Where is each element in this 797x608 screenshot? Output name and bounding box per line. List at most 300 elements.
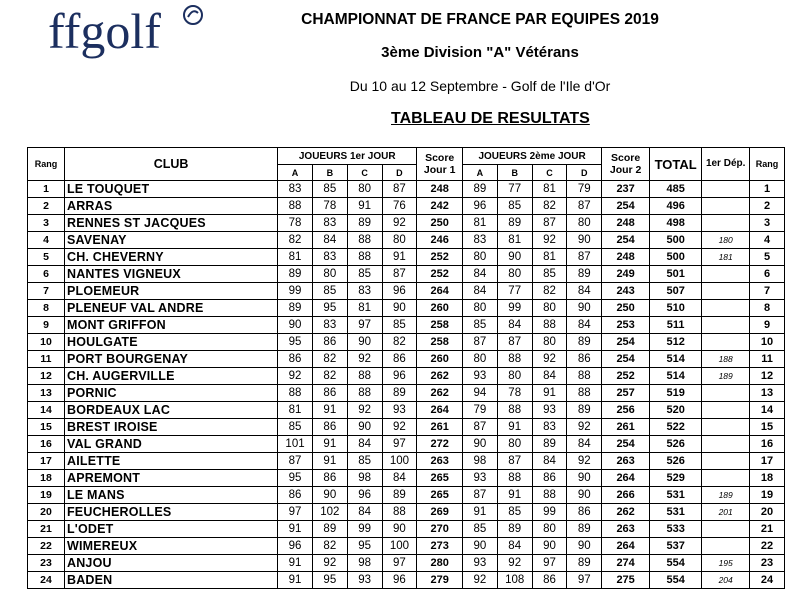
- depart-header: 1er Dép.: [702, 148, 750, 181]
- rang-cell: 11: [28, 351, 65, 368]
- score-day1-cell: 252: [417, 249, 463, 266]
- score-day1-cell: 252: [417, 266, 463, 283]
- day1-player-score: 83: [347, 283, 382, 300]
- rang-cell: 17: [28, 453, 65, 470]
- total-cell: 514: [650, 368, 702, 385]
- score-day2-cell: 254: [602, 198, 650, 215]
- day1-player-score: 86: [382, 351, 417, 368]
- day1-player-score: 83: [278, 181, 313, 198]
- score-day2-cell: 257: [602, 385, 650, 402]
- day2-player-score: 94: [463, 385, 498, 402]
- club-cell: LE TOUQUET: [64, 181, 277, 198]
- player-b-header: B: [312, 165, 347, 181]
- day2-player-score: 92: [532, 232, 567, 249]
- depart-cell: [702, 419, 750, 436]
- score-day2-cell: 254: [602, 334, 650, 351]
- day1-player-score: 85: [347, 266, 382, 283]
- day1-player-score: 96: [382, 368, 417, 385]
- day1-player-score: 88: [347, 249, 382, 266]
- day1-player-score: 88: [278, 198, 313, 215]
- score-day2-cell: 237: [602, 181, 650, 198]
- day1-player-score: 91: [312, 402, 347, 419]
- logo-text: ffgolf: [48, 3, 161, 59]
- day2-player-score: 90: [463, 436, 498, 453]
- day1-player-score: 99: [278, 283, 313, 300]
- day2-player-score: 89: [532, 436, 567, 453]
- day2-player-score: 90: [532, 538, 567, 555]
- day2-player-score: 81: [532, 181, 567, 198]
- day2-player-score: 93: [463, 470, 498, 487]
- day1-player-score: 82: [382, 334, 417, 351]
- total-cell: 529: [650, 470, 702, 487]
- day1-player-score: 90: [347, 419, 382, 436]
- day2-player-score: 88: [532, 317, 567, 334]
- day1-player-score: 100: [382, 453, 417, 470]
- total-cell: 500: [650, 232, 702, 249]
- rang-final-cell: 13: [750, 385, 785, 402]
- day2-player-score: 84: [532, 453, 567, 470]
- day2-player-score: 90: [463, 538, 498, 555]
- depart-cell: [702, 283, 750, 300]
- depart-cell: 195: [702, 555, 750, 572]
- rang-final-cell: 10: [750, 334, 785, 351]
- day1-player-score: 82: [312, 351, 347, 368]
- depart-cell: [702, 266, 750, 283]
- day1-player-score: 85: [312, 283, 347, 300]
- day1-player-score: 86: [278, 351, 313, 368]
- total-cell: 512: [650, 334, 702, 351]
- rang-cell: 21: [28, 521, 65, 538]
- day1-player-score: 85: [312, 181, 347, 198]
- day2-player-score: 91: [497, 419, 532, 436]
- day2-player-score: 96: [463, 198, 498, 215]
- day2-player-score: 91: [497, 487, 532, 504]
- score-day2-cell: 243: [602, 283, 650, 300]
- day1-player-score: 90: [382, 300, 417, 317]
- day1-player-score: 88: [278, 385, 313, 402]
- day1-player-score: 96: [382, 572, 417, 589]
- score-day2-cell: 253: [602, 317, 650, 334]
- club-cell: APREMONT: [64, 470, 277, 487]
- rang-final-cell: 4: [750, 232, 785, 249]
- day2-player-score: 90: [497, 249, 532, 266]
- day1-player-score: 95: [347, 538, 382, 555]
- day1-player-score: 88: [382, 504, 417, 521]
- total-cell: 485: [650, 181, 702, 198]
- score-day1-cell: 270: [417, 521, 463, 538]
- day2-player-score: 84: [497, 317, 532, 334]
- total-cell: 522: [650, 419, 702, 436]
- score-day1-cell: 280: [417, 555, 463, 572]
- rang-final-cell: 21: [750, 521, 785, 538]
- player-a-header: A: [278, 165, 313, 181]
- depart-cell: [702, 317, 750, 334]
- total-cell: 496: [650, 198, 702, 215]
- depart-cell: 189: [702, 368, 750, 385]
- results-table-title: TABLEAU DE RESULTATS: [391, 110, 590, 127]
- depart-cell: [702, 334, 750, 351]
- total-header: TOTAL: [650, 148, 702, 181]
- day2-player-score: 86: [532, 572, 567, 589]
- day2-player-score: 97: [532, 555, 567, 572]
- day2-player-score: 80: [497, 266, 532, 283]
- club-cell: PLOEMEUR: [64, 283, 277, 300]
- table-row: [28, 419, 785, 436]
- table-row: [28, 300, 785, 317]
- table-row: [28, 215, 785, 232]
- day2-player-score: 86: [567, 351, 602, 368]
- day1-player-score: 97: [382, 555, 417, 572]
- rang-final-cell: 5: [750, 249, 785, 266]
- score-day2-cell: 263: [602, 521, 650, 538]
- day2-player-score: 83: [463, 232, 498, 249]
- day2-player-score: 80: [463, 249, 498, 266]
- day2-player-score: 80: [463, 351, 498, 368]
- day1-player-score: 78: [278, 215, 313, 232]
- depart-cell: [702, 470, 750, 487]
- rang-cell: 24: [28, 572, 65, 589]
- day1-player-score: 76: [382, 198, 417, 215]
- rang-cell: 3: [28, 215, 65, 232]
- day2-player-score: 87: [463, 487, 498, 504]
- day1-player-score: 86: [312, 419, 347, 436]
- day1-player-score: 101: [278, 436, 313, 453]
- score-day2-cell: 254: [602, 436, 650, 453]
- day2-player-score: 88: [497, 470, 532, 487]
- table-row: [28, 538, 785, 555]
- joueurs-day1-header: JOUEURS 1er JOUR: [278, 148, 417, 165]
- rang-final-cell: 22: [750, 538, 785, 555]
- total-cell: 526: [650, 436, 702, 453]
- club-cell: SAVENAY: [64, 232, 277, 249]
- day2-player-score: 93: [532, 402, 567, 419]
- day1-player-score: 81: [347, 300, 382, 317]
- day1-player-score: 91: [278, 572, 313, 589]
- rang-final-header: Rang: [750, 148, 785, 181]
- day1-player-score: 96: [382, 283, 417, 300]
- day2-player-score: 80: [532, 521, 567, 538]
- score-day2-cell: 248: [602, 215, 650, 232]
- day1-player-score: 87: [382, 181, 417, 198]
- day2-player-score: 80: [497, 436, 532, 453]
- club-cell: AILETTE: [64, 453, 277, 470]
- day1-player-score: 83: [312, 215, 347, 232]
- day1-player-score: 92: [278, 368, 313, 385]
- day1-player-score: 80: [312, 266, 347, 283]
- total-cell: 507: [650, 283, 702, 300]
- club-cell: CH. CHEVERNY: [64, 249, 277, 266]
- day1-player-score: 95: [278, 334, 313, 351]
- dates-location: Du 10 au 12 Septembre - Golf de l'Ile d'Or: [349, 78, 611, 94]
- rang-final-cell: 20: [750, 504, 785, 521]
- depart-cell: 204: [702, 572, 750, 589]
- day1-player-score: 86: [312, 385, 347, 402]
- score-day1-cell: 258: [417, 317, 463, 334]
- day2-player-score: 87: [567, 249, 602, 266]
- day2-player-score: 91: [463, 504, 498, 521]
- day1-player-score: 89: [312, 521, 347, 538]
- score-day2-cell: 254: [602, 232, 650, 249]
- rang-final-cell: 11: [750, 351, 785, 368]
- day1-player-score: 88: [347, 368, 382, 385]
- day2-player-score: 98: [463, 453, 498, 470]
- day1-player-score: 96: [278, 538, 313, 555]
- day1-player-score: 92: [312, 555, 347, 572]
- day1-player-score: 87: [382, 266, 417, 283]
- results-table: [27, 147, 785, 589]
- ffgolf-logo: [48, 4, 218, 64]
- day2-player-score: 90: [567, 232, 602, 249]
- day1-player-score: 96: [347, 487, 382, 504]
- day2-player-score: 92: [463, 572, 498, 589]
- score-day2-cell: 252: [602, 368, 650, 385]
- day2-player-score: 79: [463, 402, 498, 419]
- club-header: CLUB: [64, 148, 277, 181]
- table-row: [28, 572, 785, 589]
- division-title: 3ème Division "A" Vétérans: [381, 44, 579, 61]
- day1-player-score: 95: [312, 572, 347, 589]
- day1-player-score: 83: [312, 317, 347, 334]
- score-day2-cell: 248: [602, 249, 650, 266]
- day2-player-score: 83: [532, 419, 567, 436]
- day2-player-score: 85: [463, 317, 498, 334]
- score-day1-cell: 261: [417, 419, 463, 436]
- depart-cell: [702, 300, 750, 317]
- score-day2-cell: 261: [602, 419, 650, 436]
- day2-player-score: 85: [532, 266, 567, 283]
- day2-player-score: 88: [532, 487, 567, 504]
- day1-player-score: 95: [312, 300, 347, 317]
- score-day1-cell: 264: [417, 402, 463, 419]
- score-day1-cell: 269: [417, 504, 463, 521]
- score-day2-cell: 274: [602, 555, 650, 572]
- day2-player-score: 87: [497, 334, 532, 351]
- rang-cell: 15: [28, 419, 65, 436]
- day1-player-score: 92: [382, 419, 417, 436]
- table-row: [28, 402, 785, 419]
- day2-player-score: 99: [532, 504, 567, 521]
- table-row: [28, 504, 785, 521]
- depart-cell: [702, 538, 750, 555]
- day2-player-score: 87: [463, 334, 498, 351]
- depart-cell: [702, 385, 750, 402]
- day1-player-score: 97: [278, 504, 313, 521]
- score-day1-cell: 250: [417, 215, 463, 232]
- total-cell: 500: [650, 249, 702, 266]
- day1-player-score: 93: [347, 572, 382, 589]
- score-day1-cell: 262: [417, 385, 463, 402]
- day1-player-score: 85: [347, 453, 382, 470]
- day1-player-score: 89: [382, 385, 417, 402]
- day1-player-score: 89: [347, 215, 382, 232]
- depart-cell: [702, 453, 750, 470]
- day1-player-score: 90: [278, 317, 313, 334]
- rang-cell: 2: [28, 198, 65, 215]
- table-row: [28, 232, 785, 249]
- day2-player-score: 89: [567, 555, 602, 572]
- club-cell: NANTES VIGNEUX: [64, 266, 277, 283]
- depart-cell: 180: [702, 232, 750, 249]
- day1-player-score: 91: [347, 198, 382, 215]
- rang-cell: 23: [28, 555, 65, 572]
- day1-player-score: 91: [278, 521, 313, 538]
- club-cell: LE MANS: [64, 487, 277, 504]
- day2-player-score: 97: [567, 572, 602, 589]
- day2-player-score: 80: [463, 300, 498, 317]
- day1-player-score: 86: [312, 470, 347, 487]
- rang-cell: 6: [28, 266, 65, 283]
- score-day1-cell: 279: [417, 572, 463, 589]
- day1-player-score: 80: [347, 181, 382, 198]
- day1-player-score: 90: [312, 487, 347, 504]
- total-cell: 537: [650, 538, 702, 555]
- day2-player-score: 99: [497, 300, 532, 317]
- rang-cell: 4: [28, 232, 65, 249]
- day2-player-score: 80: [532, 300, 567, 317]
- rang-cell: 5: [28, 249, 65, 266]
- depart-cell: [702, 198, 750, 215]
- total-cell: 554: [650, 555, 702, 572]
- day2-player-score: 89: [567, 521, 602, 538]
- day1-player-score: 88: [347, 232, 382, 249]
- day2-player-score: 89: [567, 402, 602, 419]
- day2-player-score: 88: [497, 402, 532, 419]
- day1-player-score: 89: [382, 487, 417, 504]
- player-d-header: D: [567, 165, 602, 181]
- rang-cell: 20: [28, 504, 65, 521]
- day1-player-score: 89: [278, 300, 313, 317]
- day2-player-score: 81: [532, 249, 567, 266]
- day2-player-score: 88: [497, 351, 532, 368]
- day2-player-score: 85: [497, 504, 532, 521]
- rang-final-cell: 23: [750, 555, 785, 572]
- score-day1-cell: 260: [417, 351, 463, 368]
- score-day1-cell: 246: [417, 232, 463, 249]
- table-row: [28, 198, 785, 215]
- day1-player-score: 97: [347, 317, 382, 334]
- table-row: [28, 249, 785, 266]
- rang-final-cell: 3: [750, 215, 785, 232]
- day2-player-score: 84: [497, 538, 532, 555]
- day2-player-score: 84: [463, 266, 498, 283]
- day1-player-score: 91: [312, 436, 347, 453]
- depart-cell: [702, 402, 750, 419]
- day1-player-score: 89: [278, 266, 313, 283]
- day2-player-score: 87: [567, 198, 602, 215]
- total-cell: 533: [650, 521, 702, 538]
- rang-final-cell: 12: [750, 368, 785, 385]
- club-cell: CH. AUGERVILLE: [64, 368, 277, 385]
- day1-player-score: 87: [278, 453, 313, 470]
- rang-final-cell: 17: [750, 453, 785, 470]
- rang-final-cell: 19: [750, 487, 785, 504]
- day1-player-score: 100: [382, 538, 417, 555]
- day1-player-score: 81: [278, 249, 313, 266]
- day2-player-score: 93: [463, 368, 498, 385]
- club-cell: ANJOU: [64, 555, 277, 572]
- total-cell: 526: [650, 453, 702, 470]
- table-row: [28, 470, 785, 487]
- rang-final-cell: 15: [750, 419, 785, 436]
- day1-player-score: 91: [312, 453, 347, 470]
- day2-player-score: 80: [532, 334, 567, 351]
- club-cell: BREST IROISE: [64, 419, 277, 436]
- day2-player-score: 86: [567, 504, 602, 521]
- score-day2-header: Score Jour 2: [602, 148, 650, 181]
- rang-final-cell: 7: [750, 283, 785, 300]
- day1-player-score: 82: [312, 538, 347, 555]
- day1-player-score: 84: [312, 232, 347, 249]
- day1-player-score: 92: [347, 351, 382, 368]
- total-cell: 531: [650, 504, 702, 521]
- day2-player-score: 89: [567, 334, 602, 351]
- club-cell: BORDEAUX LAC: [64, 402, 277, 419]
- player-a-header: A: [463, 165, 498, 181]
- rang-cell: 9: [28, 317, 65, 334]
- day2-player-score: 89: [497, 521, 532, 538]
- player-d-header: D: [382, 165, 417, 181]
- total-cell: 510: [650, 300, 702, 317]
- rang-cell: 18: [28, 470, 65, 487]
- day1-player-score: 80: [382, 232, 417, 249]
- championship-title: CHAMPIONNAT DE FRANCE PAR EQUIPES 2019: [301, 11, 659, 28]
- score-day2-cell: 249: [602, 266, 650, 283]
- day1-player-score: 90: [347, 334, 382, 351]
- day1-player-score: 82: [278, 232, 313, 249]
- score-day1-cell: 248: [417, 181, 463, 198]
- rang-cell: 14: [28, 402, 65, 419]
- day2-player-score: 78: [497, 385, 532, 402]
- rang-cell: 1: [28, 181, 65, 198]
- player-c-header: C: [347, 165, 382, 181]
- day2-player-score: 90: [567, 470, 602, 487]
- score-day2-cell: 264: [602, 538, 650, 555]
- club-cell: VAL GRAND: [64, 436, 277, 453]
- club-cell: L'ODET: [64, 521, 277, 538]
- table-row: [28, 385, 785, 402]
- total-cell: 501: [650, 266, 702, 283]
- table-row: [28, 181, 785, 198]
- player-c-header: C: [532, 165, 567, 181]
- day1-player-score: 78: [312, 198, 347, 215]
- score-day1-cell: 242: [417, 198, 463, 215]
- club-cell: PLENEUF VAL ANDRE: [64, 300, 277, 317]
- score-day1-cell: 265: [417, 470, 463, 487]
- day2-player-score: 86: [532, 470, 567, 487]
- table-row: [28, 453, 785, 470]
- rang-final-cell: 9: [750, 317, 785, 334]
- score-day2-cell: 266: [602, 487, 650, 504]
- day1-player-score: 90: [382, 521, 417, 538]
- day2-player-score: 89: [463, 181, 498, 198]
- score-day2-cell: 263: [602, 453, 650, 470]
- day1-player-score: 85: [278, 419, 313, 436]
- total-cell: 519: [650, 385, 702, 402]
- table-row: [28, 436, 785, 453]
- day1-player-score: 92: [347, 402, 382, 419]
- rang-cell: 7: [28, 283, 65, 300]
- table-row: [28, 368, 785, 385]
- day2-player-score: 80: [567, 215, 602, 232]
- depart-cell: [702, 215, 750, 232]
- day2-player-score: 80: [497, 368, 532, 385]
- day2-player-score: 82: [532, 198, 567, 215]
- day1-player-score: 91: [382, 249, 417, 266]
- depart-cell: [702, 181, 750, 198]
- day1-player-score: 83: [312, 249, 347, 266]
- day1-player-score: 82: [312, 368, 347, 385]
- rang-final-cell: 1: [750, 181, 785, 198]
